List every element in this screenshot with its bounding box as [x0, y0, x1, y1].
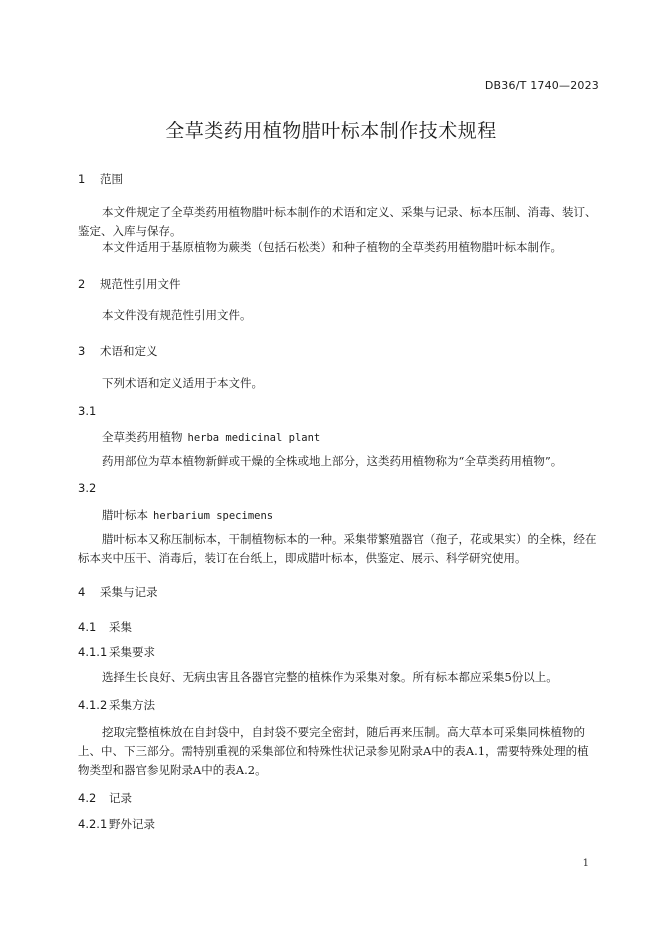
section-4-2-1-heading	[78, 816, 155, 832]
term-en: herba medicinal plant	[187, 432, 321, 444]
document-title: 全草类药用植物腊叶标本制作技术规程	[165, 120, 497, 142]
section-title: 术语和定义	[100, 344, 158, 358]
section-number: 4.1.1	[78, 645, 108, 659]
section-number: 4.2.1	[78, 817, 108, 831]
section-4-heading	[78, 584, 158, 600]
document-id: DB36/T 1740—2023	[484, 79, 599, 92]
term-3-1-definition: 药用部位为草本植物新鲜或干燥的全株或地上部分，这类药用植物称为“全草类药用植物”。	[102, 454, 563, 468]
section-4-1-1-paragraph: 选择生长良好、无病虫害且各器官完整的植株作为采集对象。所有标本都应采集5份以上。	[102, 670, 558, 684]
term-3-2	[102, 507, 273, 523]
section-4-1-1-heading	[78, 644, 155, 660]
term-en: herbarium specimens	[153, 510, 274, 522]
section-4-2-heading	[78, 790, 132, 806]
section-number: 1	[78, 172, 86, 186]
section-title: 采集与记录	[100, 585, 158, 599]
section-4-1-2-paragraph: 挖取完整植株放在自封袋中，自封袋不要完全密封，随后再来压制。高大草本可采集同株植物的上、中、下三部分。需特别重视的采集部位和特殊性状记录参见附录A中的表A.1，需要特殊处理的植物类型和器官参见附录A中的表A.2。	[78, 725, 589, 777]
term-3-1-number: 3.1	[78, 404, 97, 418]
section-3-heading	[78, 343, 158, 359]
section-title: 采集	[109, 620, 132, 634]
section-title: 野外记录	[109, 817, 155, 831]
section-number: 3	[78, 344, 86, 358]
section-number: 4.1	[78, 620, 97, 634]
section-title: 采集方法	[109, 698, 155, 712]
section-1-heading	[78, 171, 123, 187]
section-2-paragraph-1: 本文件没有规范性引用文件。	[102, 308, 252, 322]
term-3-2-definition: 腊叶标本又称压制标本，干制植物标本的一种。采集带繁殖器官（孢子，花或果实）的全株，经在标本夹中压干、消毒后，装订在台纸上，即成腊叶标本，供鉴定、展示、科学研究使用。	[78, 532, 597, 565]
term-zh: 腊叶标本	[102, 508, 148, 522]
section-1-paragraph-2: 本文件适用于基原植物为蕨类（包括石松类）和种子植物的全草类药用植物腊叶标本制作。	[102, 240, 562, 254]
section-number: 4	[78, 585, 86, 599]
section-4-1-heading	[78, 619, 132, 635]
section-number: 4.1.2	[78, 698, 108, 712]
term-3-2-number: 3.2	[78, 481, 97, 495]
section-title: 记录	[109, 791, 132, 805]
section-1-paragraph-1: 本文件规定了全草类药用植物腊叶标本制作的术语和定义、采集与记录、标本压制、消毒、装订、鉴定、入库与保存。	[78, 205, 597, 238]
section-number: 2	[78, 277, 86, 291]
section-title: 规范性引用文件	[100, 277, 181, 291]
section-2-heading	[78, 276, 181, 292]
page-number: 1	[582, 858, 589, 869]
term-3-1	[102, 429, 320, 445]
term-zh: 全草类药用植物	[102, 430, 183, 444]
section-title: 范围	[100, 172, 123, 186]
section-title: 采集要求	[109, 645, 155, 659]
section-4-1-2-heading	[78, 697, 155, 713]
section-3-paragraph-1: 下列术语和定义适用于本文件。	[102, 376, 263, 390]
section-number: 4.2	[78, 791, 97, 805]
